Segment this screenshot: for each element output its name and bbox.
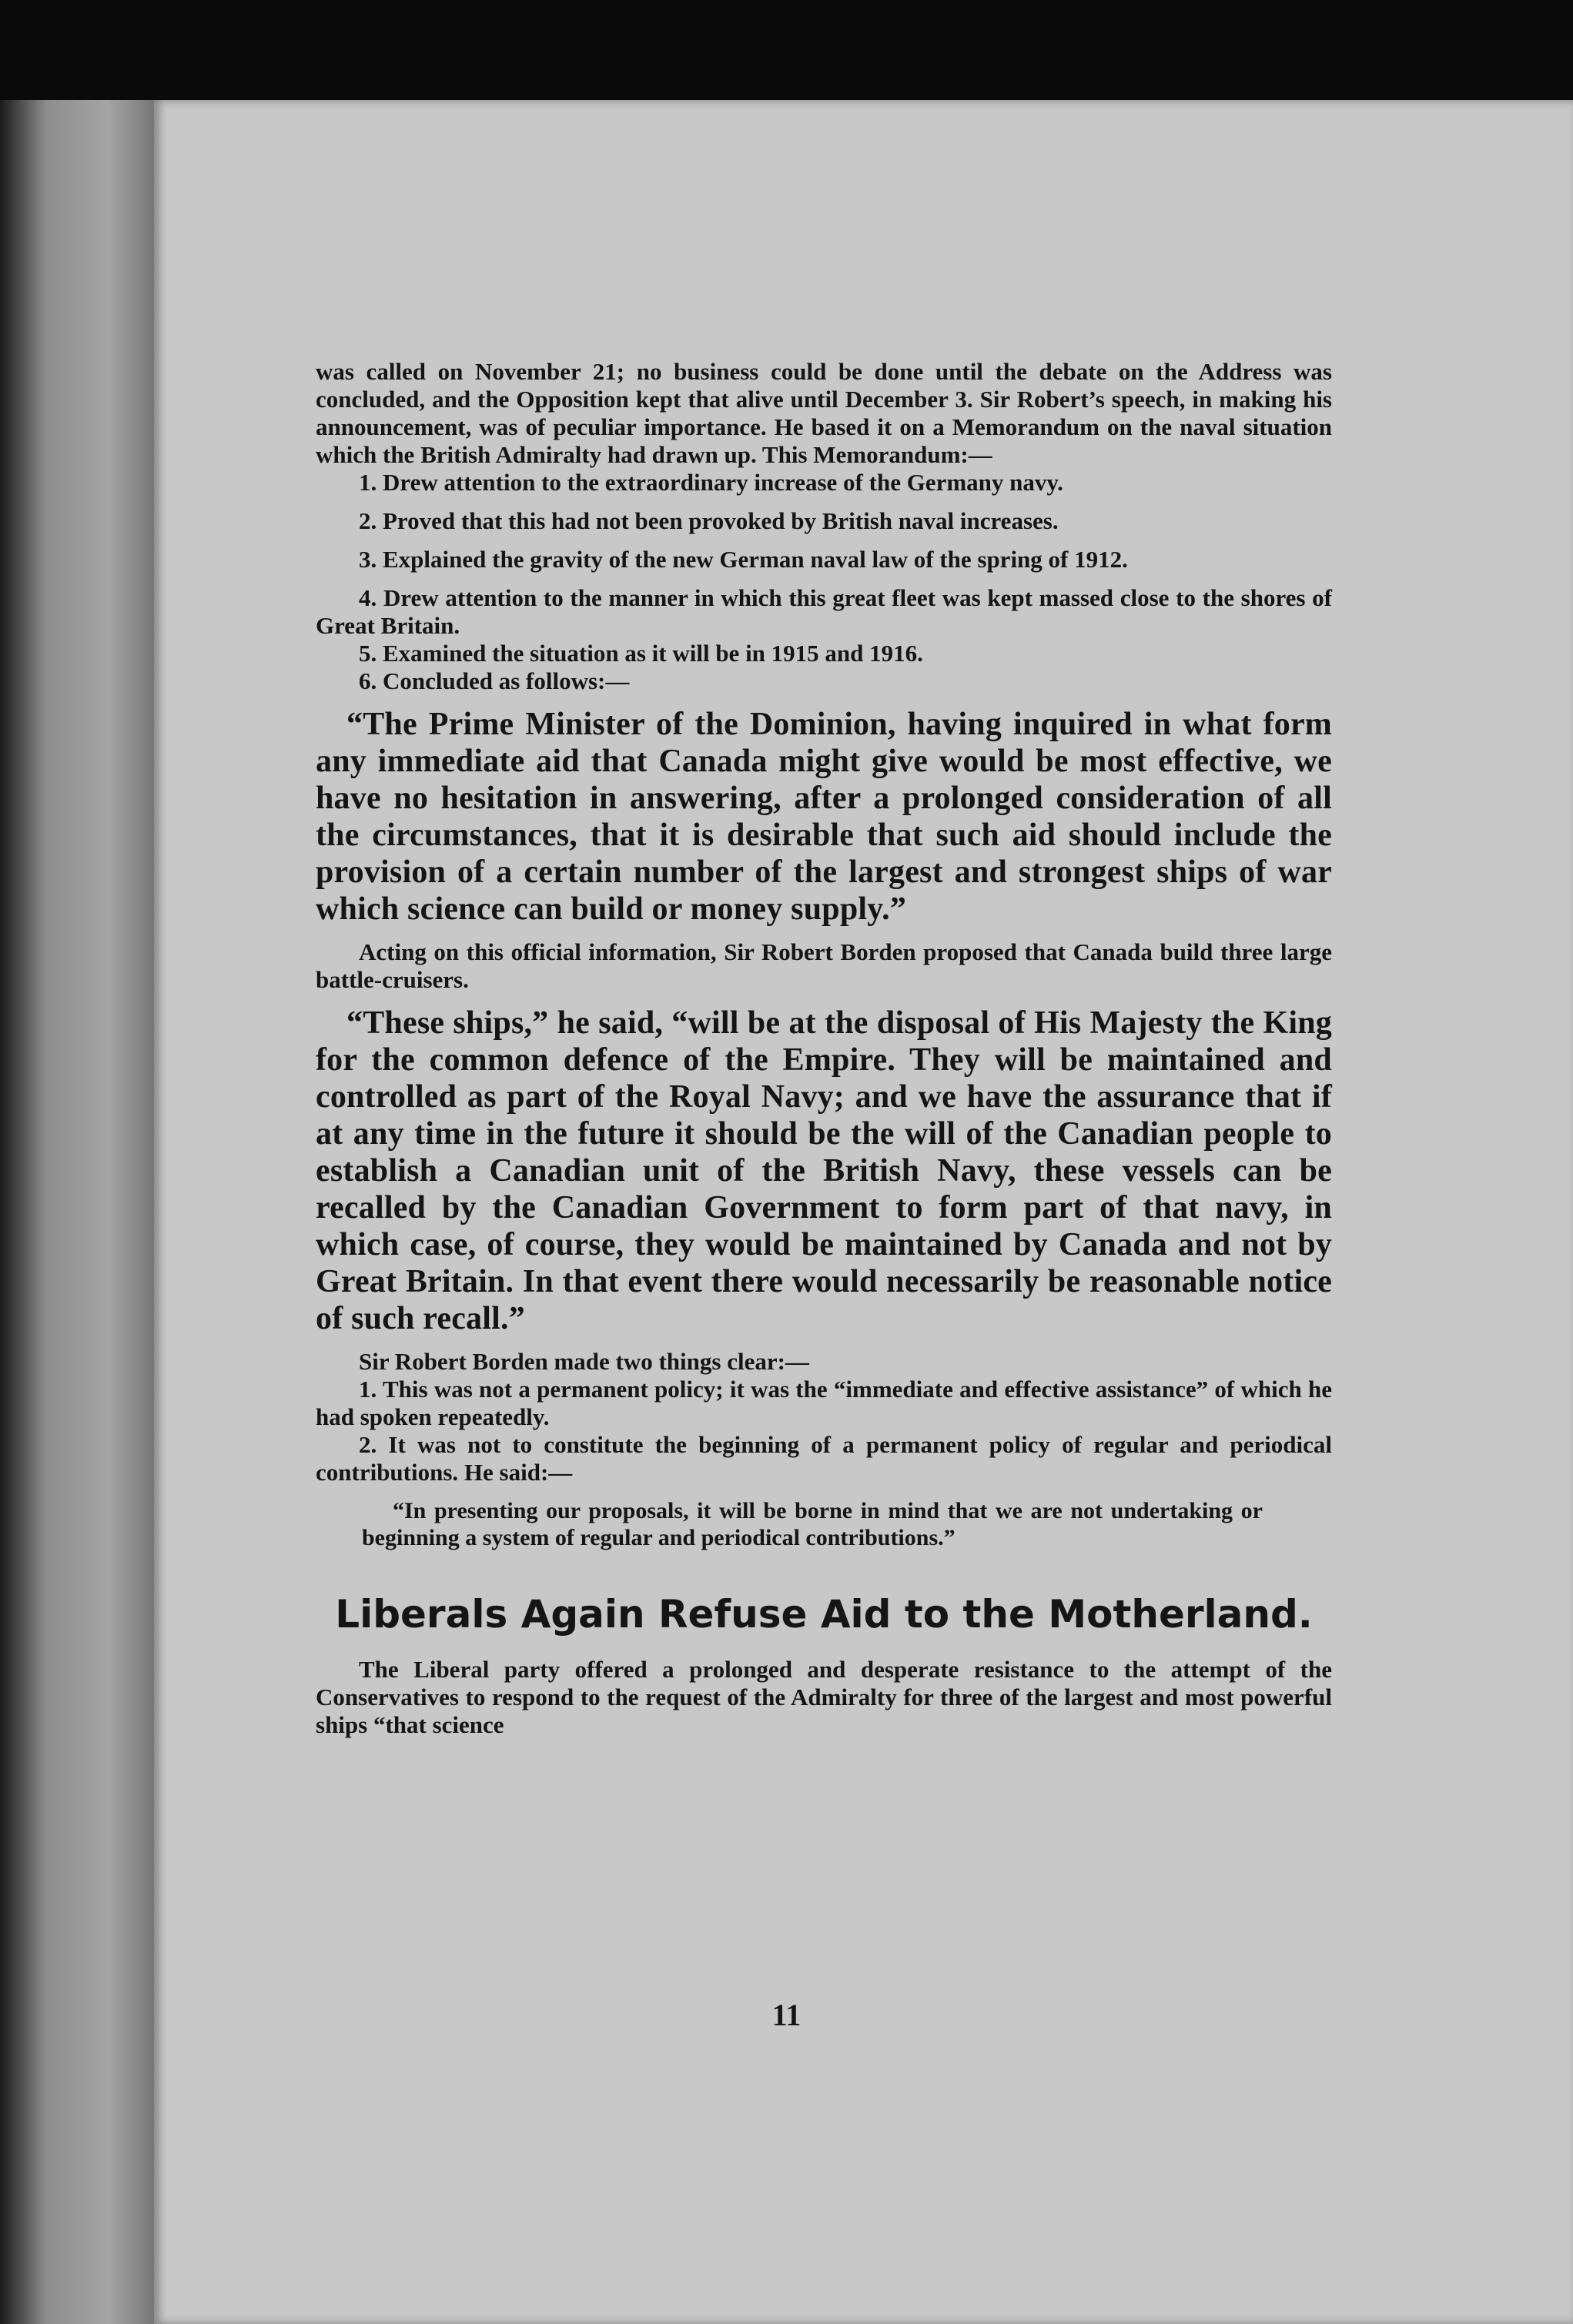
book-spine [0, 100, 154, 2324]
memorandum-item-3: 3. Explained the gravity of the new German naval law of the spring of 1912. [359, 546, 1128, 573]
page-content [316, 358, 1332, 1739]
clear-item-2: 2. It was not to constitute the beginning of a permanent policy of regular and periodical contributions. He said:— [316, 1431, 1332, 1486]
acting-paragraph: Acting on this official information, Sir Robert Borden proposed that Canada build three large battle-cruisers. [316, 938, 1332, 993]
closing-paragraph: The Liberal party offered a prolonged and desperate resistance to the attempt of the Conservatives to respond to the request of the Admiralty for three of the largest and most powerful ships “that science [316, 1656, 1332, 1738]
memorandum-item-2: 2. Proved that this had not been provoked by British naval increases. [359, 507, 1059, 534]
page-number: 11 [771, 1998, 802, 2032]
memorandum-item-1: 1. Drew attention to the extraordinary increase of the Germany navy. [359, 469, 1063, 496]
admiralty-quote: “The Prime Minister of the Dominion, having inquired in what form any immediate aid that Canada might give would be most effective, we have no hesitation in answering, after a prolonged consideration of all the circumstances, that it is desirable that such aid should include the provision of a certain number of the largest and strongest ships of war which science can build or money supply.” [316, 707, 1332, 927]
intro-paragraph: was called on November 21; no business could be done until the debate on the Address was concluded, and the Opposition kept that alive until December 3. Sir Robert’s speech, in making his announcement, was of peculiar importance. He based it on a Memorandum on the naval situation which the British Admiralty had drawn up. This Memorandum:— [316, 358, 1332, 468]
clear-item-1: 1. This was not a permanent policy; it was the “immediate and effective assistance” of which he had spoken repeatedly. [316, 1376, 1332, 1430]
borden-quote: “These ships,” he said, “will be at the disposal of His Majesty the King for the common defence of the Empire. They will be maintained and controlled as part of the Royal Navy; and we have the assurance that if at any time in the future it should be the will of the Canadian people to establish a Canadian unit of the British Navy, these vessels can be recalled by the Canadian Government to form part of that navy, in which case, of course, they would be maintained by Canada and not by Great Britain. In that event there would necessarily be reasonable notice of such recall.” [316, 1005, 1332, 1336]
proposals-quote: “In presenting our proposals, it will be borne in mind that we are not undertaking or beginning a system of regular and periodical contributions.” [362, 1498, 1263, 1550]
memorandum-item-6: 6. Concluded as follows:— [359, 667, 630, 694]
two-things-paragraph: Sir Robert Borden made two things clear:— [359, 1348, 809, 1375]
memorandum-item-4: 4. Drew attention to the manner in which this great fleet was kept massed close to the shores of Great Britain. [316, 584, 1332, 639]
memorandum-item-5: 5. Examined the situation as it will be in 1915 and 1916. [359, 640, 923, 667]
section-heading: Liberals Again Refuse Aid to the Motherland. [335, 1592, 1313, 1637]
